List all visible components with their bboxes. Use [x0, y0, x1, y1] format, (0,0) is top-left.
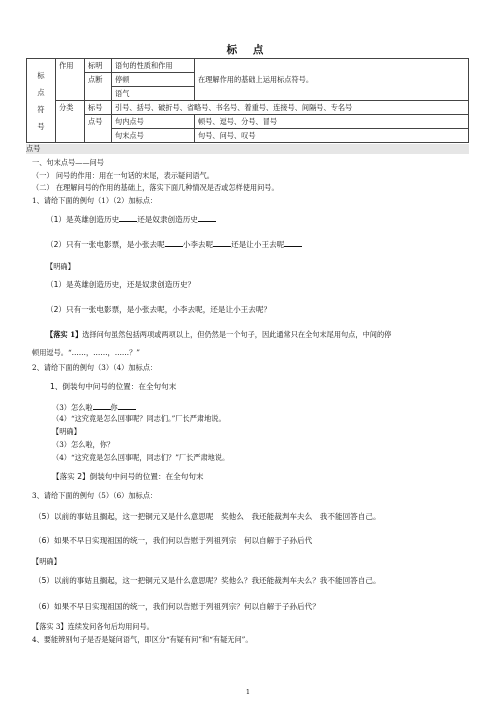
page-number: 1 — [245, 688, 251, 696]
answer-6: （6）如果不早日实现祖国的统一，我们何以告慰于列祖列宗？何以自解于子孙后代？ — [34, 602, 320, 611]
example-1: （1）是英雄创造历史 还是奴隶创造历史 — [46, 213, 216, 225]
example-5: （5）以前的事姑且搁起，这一把铜元又是什么意思呢 奖他么 我还能裁判车夫么 我不能回答自己。 — [34, 512, 381, 521]
question-3: 3、请给下面的例句（5）（6）加标点： — [32, 491, 158, 500]
question-4: 4、要能辨别句子是否是疑问语气，即区分“有疑有问”和“有疑无问”。 — [32, 635, 253, 644]
answer-1: （1）是英雄创造历史，还是奴隶创造历史？ — [46, 280, 196, 289]
section-tag: 点号 — [26, 144, 469, 154]
table-biaoming-desc: 语句的性质和作用 — [112, 59, 195, 73]
example-3: （3）怎么啦 你 — [52, 401, 136, 413]
answer-label-2: 【明确】 — [52, 427, 81, 436]
answer-label-1: 【明确】 — [46, 262, 75, 271]
example-4: （4）“这究竟是怎么回事呢？同志们。”厂长严肃地说。 — [52, 414, 226, 423]
table-biaoming-cell: 标明 — [85, 59, 112, 73]
table-biaohao-list: 引号、括号、破折号、省略号、书名号、着重号、连接号、间隔号、专名号 — [112, 101, 469, 115]
rule-inversion: 1、倒装句中问号的位置：在全句句末 — [50, 382, 177, 391]
table-category-cell: 分类 — [56, 101, 85, 143]
table-junei-list: 顿号、逗号、分号、冒号 — [195, 115, 469, 129]
punctuation-table — [26, 58, 469, 143]
example-6: （6）如果不早日实现祖国的统一，我们何以告慰于列祖列宗 何以自解于子孙后代 — [34, 536, 313, 545]
heading-1b: （二） 在理解问号的作用的基础上，落实下面几种情况是否或怎样使用问号。 — [32, 183, 279, 192]
heading-1: 一、句末点号——问号 — [32, 158, 104, 167]
table-biaohao-cell: 标号 — [85, 101, 112, 115]
answer-5: （5）以前的事姑且搁起，这一把铜元又是什么意思呢？奖他么？我还能裁判车夫么？我不能回答自己。 — [34, 576, 381, 585]
table-dianduan-cell: 点断 — [85, 73, 112, 101]
page-title: 标 点 — [226, 44, 270, 56]
answer-3: （3）怎么啦，你？ — [52, 440, 115, 449]
answer-4: （4）“这究竟是怎么回事呢，同志们？”厂长严肃地说。 — [52, 453, 230, 462]
table-tingdun-cell: 停顿 — [112, 73, 195, 87]
example-2: （2）只有一张电影票，是小张去呢 小李去呢 还是让小王去呢 — [46, 238, 302, 250]
answer-label-3: 【明确】 — [32, 557, 61, 566]
table-dianhao-cell: 点号 — [85, 115, 112, 143]
table-jumo-list: 句号、问号、叹号 — [195, 129, 469, 143]
table-junei-cell: 句内点号 — [112, 115, 195, 129]
luoshi-3: 【落实 3】连续发问各句后均用问号。 — [32, 622, 154, 631]
question-2: 2、请给下面的例句（3）（4）加标点： — [32, 363, 158, 372]
table-side-label: 标 点 符 号 — [27, 59, 56, 143]
question-1: 1、请给下面的例句（1）（2）加标点： — [32, 196, 158, 205]
answer-2: （2）只有一张电影票，是小张去呢，小李去呢，还是让小王去呢？ — [46, 305, 272, 314]
table-role-cell: 作用 — [56, 59, 85, 101]
table-jumo-cell: 句末点号 — [112, 129, 195, 143]
table-yuqi-cell: 语气 — [112, 87, 195, 101]
luoshi-2: 【落实 2】倒装句中问号的位置：在全句句末 — [52, 472, 204, 481]
luoshi-1-cont: 顿用逗号。“……，……，……？” — [32, 348, 140, 357]
luoshi-1: 【落实 1】选择问句虽然包括两项或两项以上，但仍然是一个句子，因此通常只在全句末尾用句点，中间的停 — [46, 330, 392, 339]
table-role-note: 在理解作用的基础上运用标点符号。 — [195, 59, 469, 101]
heading-1a: （一） 问号的作用：用在一句话的末尾，表示疑问语气。 — [32, 171, 214, 180]
